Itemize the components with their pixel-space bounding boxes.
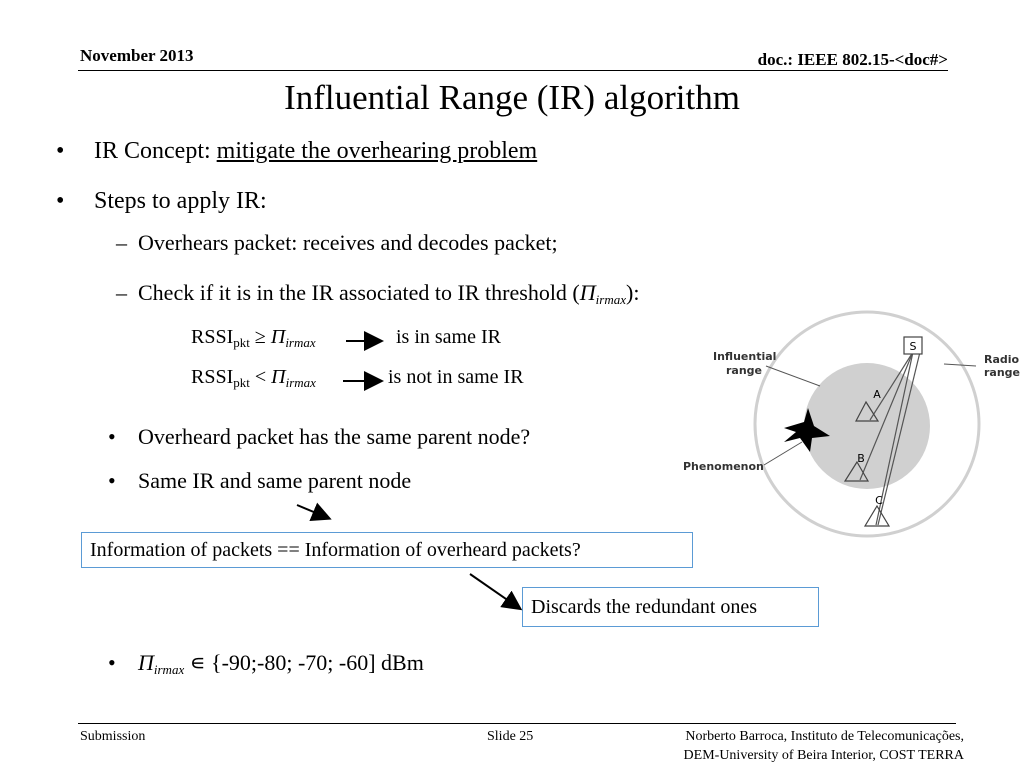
arrow-to-discard-box bbox=[470, 574, 519, 608]
footer-author-line1: Norberto Barroca, Instituto de Telecomunicações, bbox=[685, 729, 964, 744]
rule-same-ir: $RSSI_{pkt} \ge \Pi_{irmax}$ bbox=[191, 326, 316, 350]
rule-not-same-ir-result: is not in same IR bbox=[388, 366, 524, 388]
info-box: Information of packets == Information of overheard packets? bbox=[81, 532, 693, 568]
irmax-sub: irmax bbox=[595, 292, 626, 307]
sub-bullet-overhears: – Overhears packet: receives and decodes packet; bbox=[116, 230, 558, 255]
radio-label-1: Radio bbox=[984, 353, 1020, 366]
footer-author-line2: DEM-University of Beira Interior, COST TERRA bbox=[683, 748, 964, 763]
threshold-set: ∊ {-90;-80; -70; -60] dBm bbox=[184, 650, 424, 675]
node-c-label: C bbox=[875, 494, 883, 507]
pi-symbol: Π bbox=[579, 280, 596, 305]
header-date: November 2013 bbox=[80, 46, 194, 65]
rule-not-same-ir: $RSSI_{pkt} < \Pi_{irmax}$ bbox=[191, 366, 316, 390]
concept-link: mitigate the overhearing problem bbox=[216, 138, 538, 164]
node-a-label: A bbox=[873, 388, 881, 401]
discard-box: Discards the redundant ones bbox=[522, 587, 819, 627]
radio-label-2: range bbox=[984, 366, 1021, 379]
bullet-parent-node: • Overheard packet has the same parent node? bbox=[108, 424, 531, 449]
footer-rule bbox=[78, 723, 956, 724]
slide-title: Influential Range (IR) algorithm bbox=[284, 78, 740, 117]
node-s-label: S bbox=[909, 340, 917, 353]
sub1-text: Overhears packet: receives and decodes packet; bbox=[138, 230, 558, 255]
node-b-label: B bbox=[857, 452, 865, 465]
steps-text: Steps to apply IR: bbox=[94, 188, 267, 214]
sub-bullet-check: – Check if it is in the IR associated to IR threshold $(\Pi_{irmax})$: bbox=[116, 280, 640, 307]
rule-same-ir-result: is in same IR bbox=[396, 326, 501, 348]
concept-label: IR Concept: bbox=[94, 138, 217, 164]
bullet-same-ir-parent: • Same IR and same parent node bbox=[108, 468, 412, 493]
arrow-to-info-box bbox=[297, 505, 328, 518]
sub2-pre: Check if it is in the IR associated to IR threshold ( bbox=[138, 280, 580, 305]
bullet-ir-concept: • IR Concept: mitigate the overhearing problem bbox=[56, 138, 538, 164]
ir-diagram bbox=[680, 310, 1024, 540]
footer-submission: Submission bbox=[80, 729, 146, 744]
header-doc-id: doc.: IEEE 802.15-<doc#> bbox=[757, 50, 948, 69]
footer-slide-number: Slide 25 bbox=[487, 729, 534, 744]
bullet-threshold: • $\Pi_{irmax}$ ∊ {-90;-80; -70; -60] dBm bbox=[108, 650, 424, 677]
influential-range-circle bbox=[804, 363, 930, 489]
phenomenon-label: Phenomenon bbox=[683, 460, 764, 473]
influential-label-2: range bbox=[726, 364, 763, 377]
influential-label-1: Influential bbox=[713, 350, 777, 363]
bullet-steps: • Steps to apply IR: bbox=[56, 188, 267, 214]
sub2-post: ): bbox=[626, 280, 640, 305]
